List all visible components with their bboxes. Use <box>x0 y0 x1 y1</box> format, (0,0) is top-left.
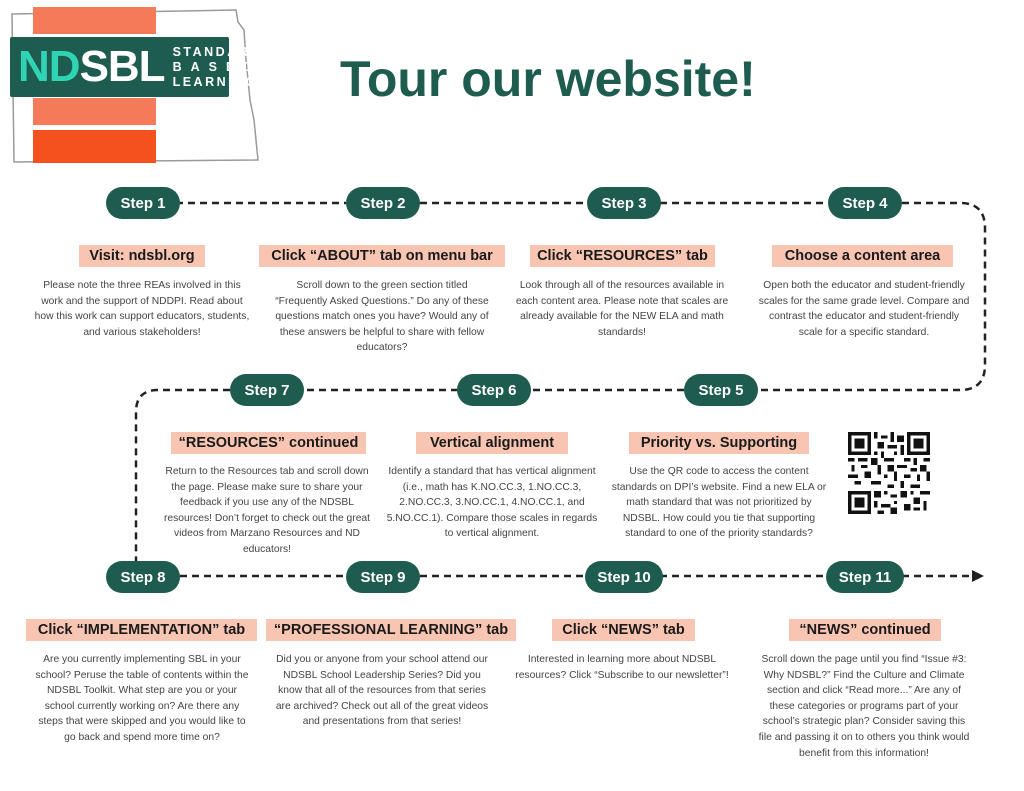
logo-sbl-text: SBL <box>79 42 165 91</box>
step-7-pill: Step 7 <box>230 374 304 406</box>
qr-code-icon[interactable] <box>848 432 930 514</box>
step-8-pill: Step 8 <box>106 561 180 593</box>
step-11-heading: “NEWS” continued <box>789 619 941 641</box>
arrow-right-icon <box>972 570 984 582</box>
step-5-heading: Priority vs. Supporting <box>629 432 809 454</box>
step-1-body: Please note the three REAs involved in this work and the support of NDDPI. Read about how this work can support educators, students, and various stakeholders! <box>34 280 250 338</box>
step-11-pill: Step 11 <box>826 561 904 593</box>
step-8-heading: Click “IMPLEMENTATION” tab <box>26 619 257 641</box>
logo-line-based: BASED <box>172 59 262 74</box>
step-1-pill: Step 1 <box>106 187 180 219</box>
step-6-pill: Step 6 <box>457 374 531 406</box>
step-5-body: Use the QR code to access the content standards on DPI’s website. Find a new ELA or math standard that was not prioritized by NDSBL. How could you tie that supporting standard to one of the priority standards? <box>611 466 827 540</box>
step-7-body: Return to the Resources tab and scroll down the page. Please make sure to share your feedback if you use any of the NDSBL resources! Don’t forget to check out the great videos from Marzano Resources and ND educators! <box>163 466 371 555</box>
step-9-heading: “PROFESSIONAL LEARNING” tab <box>266 619 516 641</box>
step-10-body: Interested in learning more about NDSBL resources? Click “Subscribe to our newsletter”! <box>515 654 729 681</box>
step-6-body: Identify a standard that has vertical alignment (i.e., math has K.NO.CC.3, 1.NO.CC.3, 2.NO.CC.3, 3.NO.CC.1, 4.NO.CC.1, and 5.NO.CC.1). Compare those scales in regards to vertical alignment. <box>386 466 598 540</box>
step-3-body: Look through all of the resources available in each content area. Please note that scales are already available for the NEW ELA and math standards! <box>515 280 729 338</box>
logo-line-standards: STANDARDS <box>172 44 273 59</box>
step-10-heading: Click “NEWS” tab <box>552 619 695 641</box>
step-7-heading: “RESOURCES” continued <box>171 432 366 454</box>
step-9-body: Did you or anyone from your school attend our NDSBL School Leadership Series? Did you know that all of the resources from that series are archived? Check out all of the great videos and presentations from that series! <box>275 654 489 728</box>
step-9-pill: Step 9 <box>346 561 420 593</box>
step-1-heading: Visit: ndsbl.org <box>79 245 205 267</box>
step-4-body: Open both the educator and student-friendly scales for the same grade level. Compare and contrast the educator and student-friendly scale for a specific standard. <box>758 280 970 338</box>
step-10-pill: Step 10 <box>585 561 663 593</box>
step-11-body: Scroll down the page until you find “Issue #3: Why NDSBL?” Find the Culture and Climate section and click “Read more...” Are any of these categories or programs part of your school’s strategic plan? Consider saving this file and passing it on to others you think would benefit from this information! <box>758 654 970 759</box>
step-2-body: Scroll down to the green section titled “Frequently Asked Questions.” Do any of these questions match ones you have? Would any of these answers be helpful to share with fellow educators? <box>275 280 489 354</box>
step-3-pill: Step 3 <box>587 187 661 219</box>
step-3-heading: Click “RESOURCES” tab <box>530 245 715 267</box>
logo-line-learning: LEARNING <box>172 74 258 89</box>
step-2-heading: Click “ABOUT” tab on menu bar <box>259 245 505 267</box>
logo-nd-text: ND <box>18 42 80 91</box>
step-4-heading: Choose a content area <box>772 245 953 267</box>
step-8-body: Are you currently implementing SBL in your school? Peruse the table of contents within the NDSBL Toolkit. What step are you or your school currently working on? Are there any steps that were skipped and you would like to go back and spend more time on? <box>35 654 249 743</box>
step-2-pill: Step 2 <box>346 187 420 219</box>
step-6-heading: Vertical alignment <box>416 432 568 454</box>
page-title: Tour our website! <box>340 51 756 107</box>
step-4-pill: Step 4 <box>828 187 902 219</box>
step-5-pill: Step 5 <box>684 374 758 406</box>
